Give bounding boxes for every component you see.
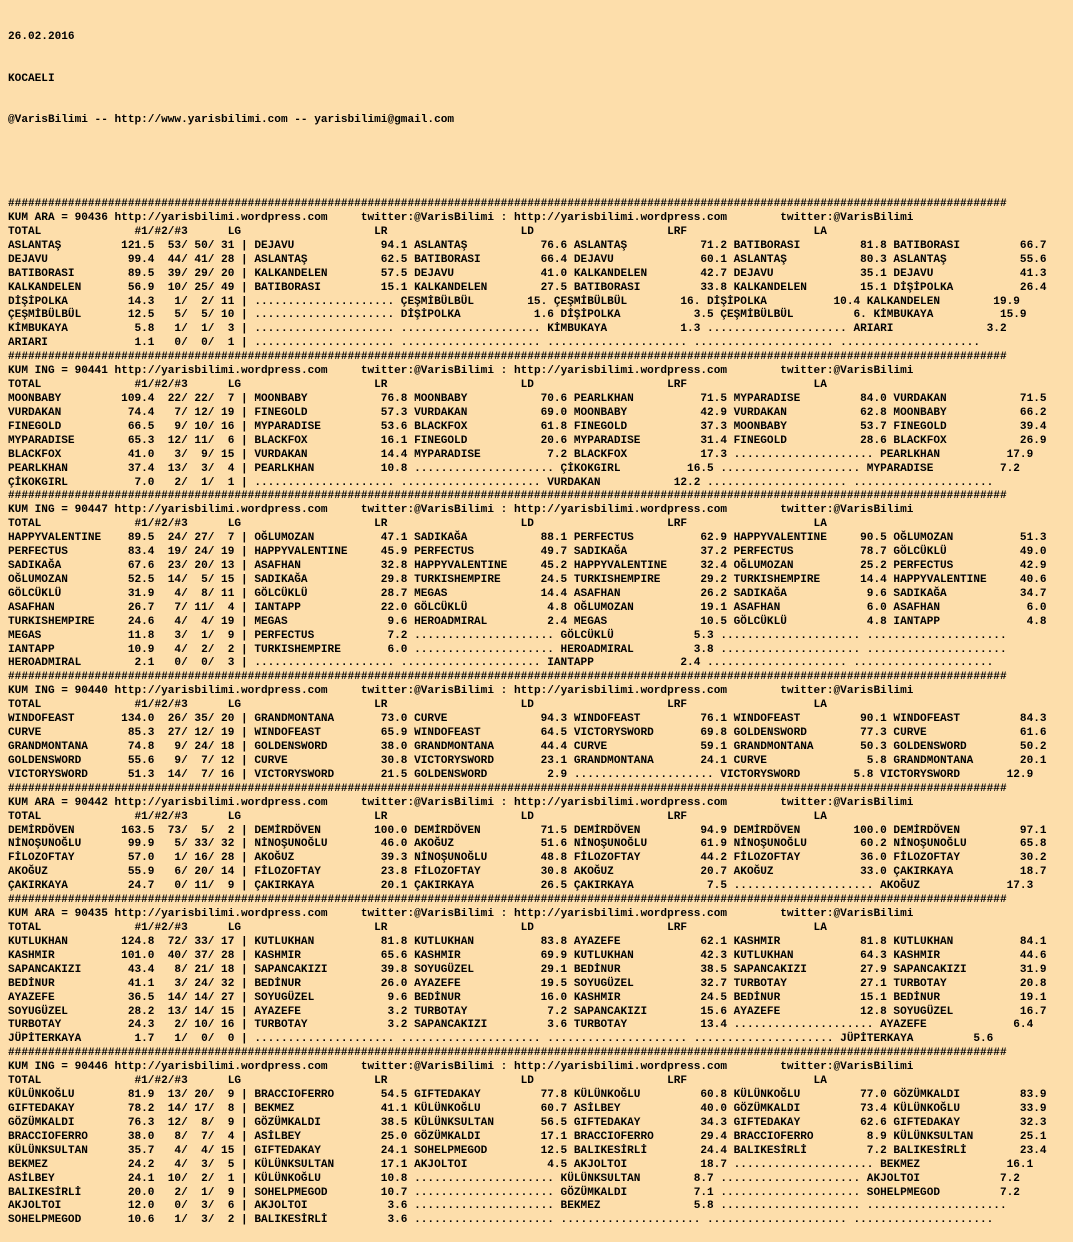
table-row: FİLOZOFTAY 57.0 1/ 16/ 28 | AKOĞUZ 39.3 NİNOŞUNOĞLU 48.8 FİLOZOFTAY 44.2 FİLOZOFTAY 36.0 FİLOZOFTAY 30.2: [8, 852, 1047, 865]
table-row: FINEGOLD 66.5 9/ 10/ 16 | MYPARADISE 53.6 BLACKFOX 61.8 FINEGOLD 37.3 MOONBABY 53.7 FINEGOLD 39.4: [8, 420, 1047, 433]
table-row: ASİLBEY 24.1 10/ 2/ 1 | KÜLÜNKOĞLU 10.8 ..................... KÜLÜNKSULTAN 8.7 ..................... AKJOLTOI 7.2: [8, 1172, 1020, 1185]
table-row: HAPPYVALENTINE 89.5 24/ 27/ 7 | OĞLUMOZAN 47.1 SADIKAĞA 88.1 PERFECTUS 62.9 HAPPYVALENTINE 90.5 OĞLUMOZAN 51.3: [8, 532, 1047, 545]
table-row: CURVE 85.3 27/ 12/ 19 | WINDOFEAST 65.9 WINDOFEAST 64.5 VICTORYSWORD 69.8 GOLDENSWORD 77.3 CURVE 61.6: [8, 727, 1047, 740]
table-row: ASAFHAN 26.7 7/ 11/ 4 | IANTAPP 22.0 GÖLCÜKLÜ 4.8 OĞLUMOZAN 19.1 ASAFHAN 6.0 ASAFHAN 6.0: [8, 601, 1047, 614]
column-header: TOTAL #1/#2/#3 LG LR LD LRF LA: [8, 922, 827, 934]
table-row: AKJOLTOI 12.0 0/ 3/ 6 | AKJOLTOI 3.6 ..................... BEKMEZ 5.8 ..................... .....................: [8, 1200, 1007, 1213]
race-block: [8, 198, 1068, 351]
race-title: KUM ING = 90440: [8, 685, 108, 698]
race-links: http://yarisbilimi.wordpress.com twitter:@VarisBilimi : http://yarisbilimi.wordpress.com twitter:@VarisBilimi: [107, 908, 914, 921]
race-header: [8, 797, 1068, 811]
table-row: ÇEŞMİBÜLBÜL 12.5 5/ 5/ 10 | ..................... DİŞİPOLKA 1.6 DİŞİPOLKA 3.5 ÇEŞMİBÜLBÜL 6. KİMBUKAYA 15.9: [8, 309, 1027, 322]
column-header: TOTAL #1/#2/#3 LG LR LD LRF LA: [8, 379, 827, 392]
table-row: NİNOŞUNOĞLU 99.9 5/ 33/ 32 | NİNOŞUNOĞLU 46.0 AKOĞUZ 51.6 NİNOŞUNOĞLU 61.9 NİNOŞUNOĞLU 60.2 NİNOŞUNOĞLU 65.8: [8, 838, 1047, 851]
separator-line: ######################################################################################################################################################: [8, 351, 1007, 364]
table-row: DEJAVU 99.4 44/ 41/ 28 | ASLANTAŞ 62.5 BATIBORASI 66.4 DEJAVU 60.1 ASLANTAŞ 80.3 ASLANTAŞ 55.6: [8, 253, 1047, 266]
column-header: TOTAL #1/#2/#3 LG LR LD LRF LA: [8, 699, 827, 712]
table-row: SAPANCAKIZI 43.4 8/ 21/ 18 | SAPANCAKIZI 39.8 SOYUGÜZEL 29.1 BEDİNUR 38.5 SAPANCAKIZI 27.9 SAPANCAKIZI 31.9: [8, 963, 1047, 976]
table-row: GOLDENSWORD 55.6 9/ 7/ 12 | CURVE 30.8 VICTORYSWORD 23.1 GRANDMONTANA 24.1 CURVE 5.8 GRANDMONTANA 20.1: [8, 754, 1047, 767]
race-block: [8, 490, 1068, 671]
table-row: DİŞİPOLKA 14.3 1/ 2/ 11 | ..................... ÇEŞMİBÜLBÜL 15. ÇEŞMİBÜLBÜL 16. DİŞİPOLKA 10.4 KALKANDELEN 19.9: [8, 295, 1020, 308]
race-header: [8, 504, 1068, 518]
table-row: ARIARI 1.1 0/ 0/ 1 | ..................... ..................... ..................... ..................... .....................: [8, 337, 980, 350]
separator-line: ######################################################################################################################################################: [8, 894, 1007, 907]
table-row: MEGAS 11.8 3/ 1/ 9 | PERFECTUS 7.2 ..................... GÖLCÜKLÜ 5.3 ..................... .....................: [8, 629, 1007, 642]
blank-line: [8, 156, 1068, 170]
table-row: KUTLUKHAN 124.8 72/ 33/ 17 | KUTLUKHAN 81.8 KUTLUKHAN 83.8 AYAZEFE 62.1 KASHMIR 81.8 KUTLUKHAN 84.1: [8, 935, 1047, 948]
race-report: [8, 3, 1068, 1242]
table-row: IANTAPP 10.9 4/ 2/ 2 | TURKISHEMPIRE 6.0 ..................... HEROADMIRAL 3.8 ..................... .....................: [8, 643, 1007, 656]
separator-line: ######################################################################################################################################################: [8, 1047, 1007, 1060]
race-block: [8, 671, 1068, 782]
race-block: [8, 351, 1068, 490]
table-row: BLACKFOX 41.0 3/ 9/ 15 | VURDAKAN 14.4 MYPARADISE 7.2 BLACKFOX 17.3 ..................... PEARLKHAN 17.9: [8, 448, 1034, 461]
table-row: BEDİNUR 41.1 3/ 24/ 32 | BEDİNUR 26.0 AYAZEFE 19.5 SOYUGÜZEL 32.7 TURBOTAY 27.1 TURBOTAY 20.8: [8, 977, 1047, 990]
report-city: KOCAELI: [8, 72, 55, 85]
table-row: BEKMEZ 24.2 4/ 3/ 5 | KÜLÜNKSULTAN 17.1 AKJOLTOI 4.5 AKJOLTOI 18.7 ..................... BEKMEZ 16.1: [8, 1158, 1034, 1171]
table-row: KASHMIR 101.0 40/ 37/ 28 | KASHMIR 65.6 KASHMIR 69.9 KUTLUKHAN 42.3 KUTLUKHAN 64.3 KASHMIR 44.6: [8, 949, 1047, 962]
table-row: KALKANDELEN 56.9 10/ 25/ 49 | BATIBORASI 15.1 KALKANDELEN 27.5 BATIBORASI 33.8 KALKANDELEN 15.1 DİŞİPOLKA 26.4: [8, 281, 1047, 294]
table-row: MYPARADISE 65.3 12/ 11/ 6 | BLACKFOX 16.1 FINEGOLD 20.6 MYPARADISE 31.4 FINEGOLD 28.6 BLACKFOX 26.9: [8, 434, 1047, 447]
race-links: http://yarisbilimi.wordpress.com twitter:@VarisBilimi : http://yarisbilimi.wordpress.com twitter:@VarisBilimi: [107, 1061, 914, 1074]
race-block: [8, 783, 1068, 894]
table-row: DEMİRDÖVEN 163.5 73/ 5/ 2 | DEMİRDÖVEN 100.0 DEMİRDÖVEN 71.5 DEMİRDÖVEN 94.9 DEMİRDÖVEN 100.0 DEMİRDÖVEN 97.1: [8, 824, 1047, 837]
column-header: TOTAL #1/#2/#3 LG LR LD LRF LA: [8, 518, 827, 531]
race-block: [8, 894, 1068, 1047]
table-row: GIFTEDAKAY 78.2 14/ 17/ 8 | BEKMEZ 41.1 KÜLÜNKOĞLU 60.7 ASİLBEY 40.0 GÖZÜMKALDI 73.4 KÜLÜNKOĞLU 33.9: [8, 1102, 1047, 1115]
table-row: JÜPİTERKAYA 1.7 1/ 0/ 0 | ..................... ..................... ..................... ..................... JÜPİTERKAYA 5.6: [8, 1033, 994, 1046]
race-links: http://yarisbilimi.wordpress.com twitter:@VarisBilimi : http://yarisbilimi.wordpress.com twitter:@VarisBilimi: [107, 685, 914, 698]
table-row: VURDAKAN 74.4 7/ 12/ 19 | FINEGOLD 57.3 VURDAKAN 69.0 MOONBABY 42.9 VURDAKAN 62.8 MOONBABY 66.2: [8, 406, 1047, 419]
race-title: KUM ING = 90447: [8, 504, 108, 517]
race-title: KUM ARA = 90435: [8, 908, 108, 921]
column-header: TOTAL #1/#2/#3 LG LR LD LRF LA: [8, 810, 827, 823]
separator-line: ######################################################################################################################################################: [8, 782, 1007, 795]
race-title: KUM ARA = 90442: [8, 796, 108, 809]
table-row: GRANDMONTANA 74.8 9/ 24/ 18 | GOLDENSWORD 38.0 GRANDMONTANA 44.4 CURVE 59.1 GRANDMONTANA 50.3 GOLDENSWORD 50.2: [8, 741, 1047, 754]
table-row: ÇİKOKGIRL 7.0 2/ 1/ 1 | ..................... ..................... VURDAKAN 12.2 ..................... .....................: [8, 476, 994, 489]
table-row: GÖZÜMKALDI 76.3 12/ 8/ 9 | GÖZÜMKALDI 38.5 KÜLÜNKSULTAN 56.5 GIFTEDAKAY 34.3 GIFTEDAKAY 62.6 GIFTEDAKAY 32.3: [8, 1116, 1047, 1129]
contact-line: @VarisBilimi -- http://www.yarisbilimi.com -- yarisbilimi@gmail.com: [8, 114, 455, 127]
table-row: PEARLKHAN 37.4 13/ 3/ 4 | PEARLKHAN 10.8 ..................... ÇİKOKGIRL 16.5 ..................... MYPARADISE 7.2: [8, 462, 1020, 475]
table-row: TURBOTAY 24.3 2/ 10/ 16 | TURBOTAY 3.2 SAPANCAKIZI 3.6 TURBOTAY 13.4 ..................... AYAZEFE 6.4: [8, 1019, 1034, 1032]
race-header: [8, 365, 1068, 379]
table-row: BRACCIOFERRO 38.0 8/ 7/ 4 | ASİLBEY 25.0 GÖZÜMKALDI 17.1 BRACCIOFERRO 29.4 BRACCIOFERRO 8.9 KÜLÜNKSULTAN 25.1: [8, 1130, 1047, 1143]
race-tables: [8, 198, 1068, 1228]
report-date: 26.02.2016: [8, 30, 75, 43]
table-row: PERFECTUS 83.4 19/ 24/ 19 | HAPPYVALENTINE 45.9 PERFECTUS 49.7 SADIKAĞA 37.2 PERFECTUS 78.7 GÖLCÜKLÜ 49.0: [8, 546, 1047, 559]
table-row: SADIKAĞA 67.6 23/ 20/ 13 | ASAFHAN 32.8 HAPPYVALENTINE 45.2 HAPPYVALENTINE 32.4 OĞLUMOZAN 25.2 PERFECTUS 42.9: [8, 560, 1047, 573]
table-row: AKOĞUZ 55.9 6/ 20/ 14 | FİLOZOFTAY 23.8 FİLOZOFTAY 30.8 AKOĞUZ 20.7 AKOĞUZ 33.0 ÇAKIRKAYA 18.7: [8, 866, 1047, 879]
table-row: KÜLÜNKSULTAN 35.7 4/ 4/ 15 | GIFTEDAKAY 24.1 SOHELPMEGOD 12.5 BALIKESİRLİ 24.4 BALIKESİRLİ 7.2 BALIKESİRLİ 23.4: [8, 1144, 1047, 1157]
race-title: KUM ARA = 90436: [8, 211, 108, 224]
table-row: ÇAKIRKAYA 24.7 0/ 11/ 9 | ÇAKIRKAYA 20.1 ÇAKIRKAYA 26.5 ÇAKIRKAYA 7.5 ..................... AKOĞUZ 17.3: [8, 880, 1034, 893]
table-row: BALIKESİRLİ 20.0 2/ 1/ 9 | SOHELPMEGOD 10.7 ..................... GÖZÜMKALDI 7.1 ..................... SOHELPMEGOD 7.2: [8, 1186, 1020, 1199]
table-row: HEROADMIRAL 2.1 0/ 0/ 3 | ..................... ..................... IANTAPP 2.4 ..................... .....................: [8, 657, 994, 670]
table-row: WINDOFEAST 134.0 26/ 35/ 20 | GRANDMONTANA 73.0 CURVE 94.3 WINDOFEAST 76.1 WINDOFEAST 90.1 WINDOFEAST 84.3: [8, 713, 1047, 726]
separator-line: ######################################################################################################################################################: [8, 671, 1007, 684]
table-row: AYAZEFE 36.5 14/ 14/ 27 | SOYUGÜZEL 9.6 BEDİNUR 16.0 KASHMIR 24.5 BEDİNUR 15.1 BEDİNUR 19.1: [8, 991, 1047, 1004]
table-row: BATIBORASI 89.5 39/ 29/ 20 | KALKANDELEN 57.5 DEJAVU 41.0 KALKANDELEN 42.7 DEJAVU 35.1 DEJAVU 41.3: [8, 267, 1047, 280]
table-row: OĞLUMOZAN 52.5 14/ 5/ 15 | SADIKAĞA 29.8 TURKISHEMPIRE 24.5 TURKISHEMPIRE 29.2 TURKISHEMPIRE 14.4 HAPPYVALENTINE 40.6: [8, 573, 1047, 586]
race-links: http://yarisbilimi.wordpress.com twitter:@VarisBilimi : http://yarisbilimi.wordpress.com twitter:@VarisBilimi: [107, 211, 914, 224]
separator-line: ######################################################################################################################################################: [8, 490, 1007, 503]
race-links: http://yarisbilimi.wordpress.com twitter:@VarisBilimi : http://yarisbilimi.wordpress.com twitter:@VarisBilimi: [107, 504, 914, 517]
table-row: SOYUGÜZEL 28.2 13/ 14/ 15 | AYAZEFE 3.2 TURBOTAY 7.2 SAPANCAKIZI 15.6 AYAZEFE 12.8 SOYUGÜZEL 16.7: [8, 1005, 1047, 1018]
race-header: [8, 212, 1068, 226]
column-header: TOTAL #1/#2/#3 LG LR LD LRF LA: [8, 225, 827, 238]
race-header: [8, 685, 1068, 699]
race-header: [8, 1061, 1068, 1075]
table-row: TURKISHEMPIRE 24.6 4/ 4/ 19 | MEGAS 9.6 HEROADMIRAL 2.4 MEGAS 10.5 GÖLCÜKLÜ 4.8 IANTAPP 4.8: [8, 615, 1047, 628]
race-block: [8, 1047, 1068, 1228]
race-links: http://yarisbilimi.wordpress.com twitter:@VarisBilimi : http://yarisbilimi.wordpress.com twitter:@VarisBilimi: [107, 365, 914, 378]
table-row: KİMBUKAYA 5.8 1/ 1/ 3 | ..................... ..................... KİMBUKAYA 1.3 ..................... ARIARI 3.2: [8, 323, 1007, 336]
table-row: ASLANTAŞ 121.5 53/ 50/ 31 | DEJAVU 94.1 ASLANTAŞ 76.6 ASLANTAŞ 71.2 BATIBORASI 81.8 BATIBORASI 66.7: [8, 239, 1047, 252]
separator-line: ######################################################################################################################################################: [8, 198, 1007, 211]
table-row: KÜLÜNKOĞLU 81.9 13/ 20/ 9 | BRACCIOFERRO 54.5 GIFTEDAKAY 77.8 KÜLÜNKOĞLU 60.8 KÜLÜNKOĞLU 77.0 GÖZÜMKALDI 83.9: [8, 1089, 1047, 1102]
table-row: MOONBABY 109.4 22/ 22/ 7 | MOONBABY 76.8 MOONBABY 70.6 PEARLKHAN 71.5 MYPARADISE 84.0 VURDAKAN 71.5: [8, 392, 1047, 405]
race-title: KUM ING = 90441: [8, 365, 108, 378]
table-row: VICTORYSWORD 51.3 14/ 7/ 16 | VICTORYSWORD 21.5 GOLDENSWORD 2.9 ..................... VICTORYSWORD 5.8 VICTORYSWORD 12.9: [8, 768, 1034, 781]
race-header: [8, 908, 1068, 922]
race-links: http://yarisbilimi.wordpress.com twitter:@VarisBilimi : http://yarisbilimi.wordpress.com twitter:@VarisBilimi: [107, 796, 914, 809]
column-header: TOTAL #1/#2/#3 LG LR LD LRF LA: [8, 1075, 827, 1088]
race-title: KUM ING = 90446: [8, 1061, 108, 1074]
table-row: GÖLCÜKLÜ 31.9 4/ 8/ 11 | GÖLCÜKLÜ 28.7 MEGAS 14.4 ASAFHAN 26.2 SADIKAĞA 9.6 SADIKAĞA 34.7: [8, 587, 1047, 600]
table-row: SOHELPMEGOD 10.6 1/ 3/ 2 | BALIKESİRLİ 3.6 ..................... ..................... ..................... .....................: [8, 1214, 994, 1227]
